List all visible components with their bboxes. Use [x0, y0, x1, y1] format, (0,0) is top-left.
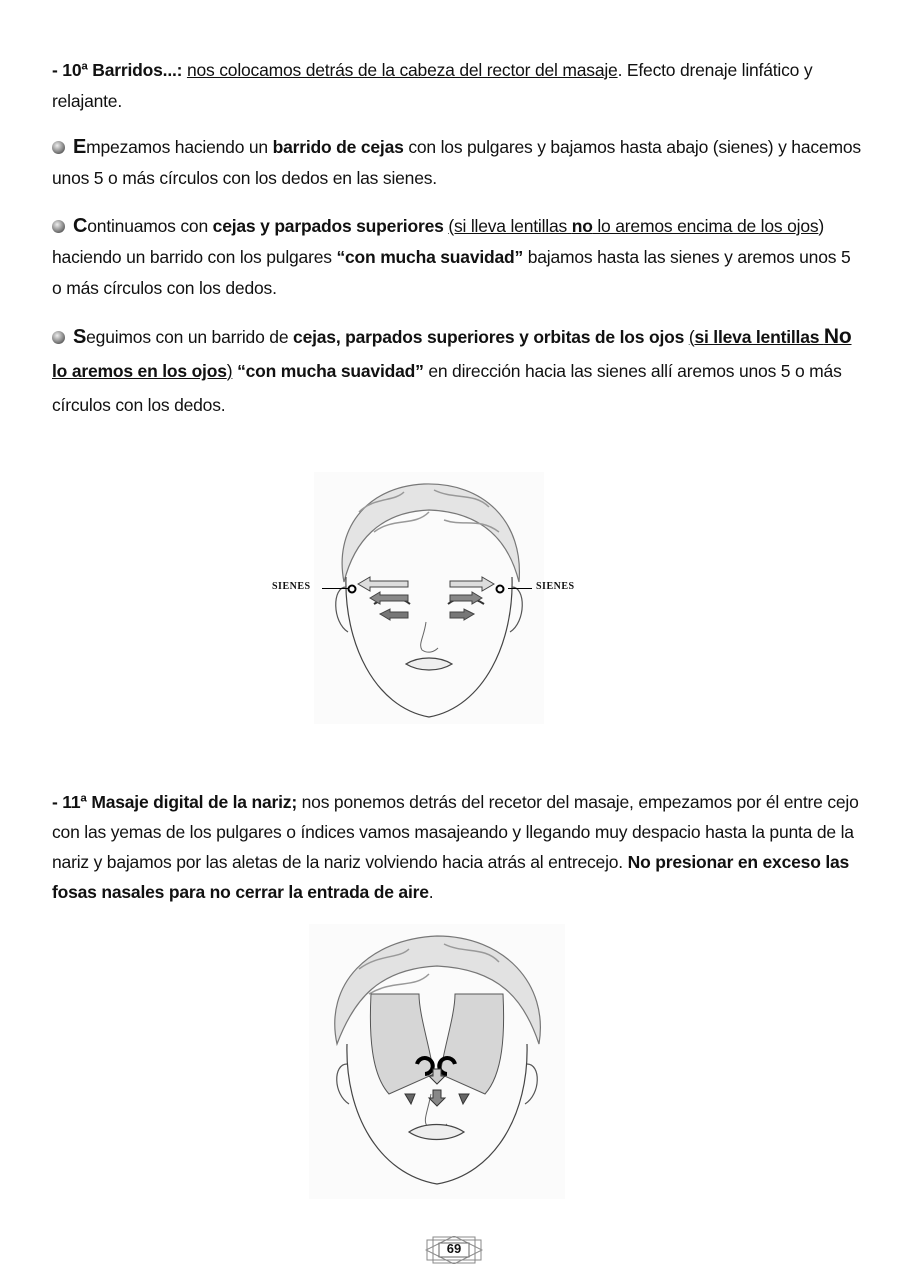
- text: mpezamos haciendo un: [86, 137, 273, 157]
- leader-line-left: [322, 588, 348, 589]
- nose-massage-illustration: [309, 924, 565, 1199]
- text: lo aremos encima de los ojos: [592, 216, 819, 236]
- bullet-paragraph-1: [52, 132, 862, 194]
- section-10-title: 10ª Barridos...:: [62, 60, 183, 80]
- page-number: 69: [446, 1241, 462, 1256]
- text: bajamos hasta las sienes y aremos unos 5 o más círculos con los dedos.: [52, 247, 851, 298]
- bullet-sphere-icon: [52, 331, 65, 344]
- bold-text: cejas, parpados superiores y orbitas de los ojos: [293, 327, 685, 347]
- drop-cap: S: [73, 326, 87, 348]
- text: eguimos con un barrido de: [86, 327, 294, 347]
- bold-text: si lleva lentillas: [694, 327, 824, 347]
- bold-text: no: [571, 216, 593, 236]
- bold-quote: “con mucha suavidad”: [237, 361, 424, 381]
- bullet-sphere-icon: [52, 220, 65, 233]
- bold-text: cejas y parpados superiores: [212, 216, 444, 236]
- section-11-title: - 11ª Masaje digital de la nariz;: [52, 792, 297, 812]
- text: ): [226, 361, 233, 381]
- drop-cap: C: [73, 215, 88, 237]
- bold-large-text: No: [823, 325, 852, 348]
- section-10-underlined: nos colocamos detrás de la cabeza del rector del masaje: [186, 60, 618, 80]
- label-sienes-right: SIENES: [536, 581, 575, 592]
- text: con los pulgares y bajamos hasta abajo (sienes) y hacemos unos 5 o más círculos con los dedos en las sienes.: [52, 137, 861, 188]
- section-10-paragraph: [52, 55, 862, 117]
- text: en dirección hacia las sienes allí aremos unos 5 o más círculos con los dedos.: [52, 361, 842, 415]
- underlined-note: [448, 216, 818, 236]
- figure-face-temples: [314, 472, 544, 724]
- bold-quote: “con mucha suavidad”: [336, 247, 524, 267]
- text: .: [428, 882, 434, 902]
- dash: -: [52, 60, 63, 80]
- label-sienes-left: SIENES: [272, 581, 311, 592]
- bullet-paragraph-2: [52, 211, 862, 304]
- text: (si lleva lentillas: [448, 216, 572, 236]
- face-illustration: [314, 472, 544, 724]
- page-number-badge: [425, 1236, 483, 1264]
- text: (: [688, 327, 695, 347]
- bullet-sphere-icon: [52, 141, 65, 154]
- section-11-paragraph: [52, 787, 862, 907]
- drop-cap: E: [73, 136, 87, 158]
- text: ontinuamos con: [87, 216, 213, 236]
- text: ) haciendo un barrido con los pulgares: [52, 216, 825, 267]
- bold-text: barrido de cejas: [272, 137, 404, 157]
- bold-text: lo aremos en los ojos: [52, 361, 227, 381]
- bullet-paragraph-3: [52, 320, 862, 422]
- bold-warning: No presionar en exceso las fosas nasales para no cerrar la entrada de aire: [52, 852, 850, 902]
- section-10-rest: . Efecto drenaje linfático y relajante.: [52, 60, 813, 111]
- leader-line-right: [508, 588, 532, 589]
- text: nos ponemos detrás del recetor del masaje, empezamos por él entre cejo con las yemas de los pulgares o índices vamos masajeando y llegando muy despacio hasta la punta de la nariz y bajamos por las aletas de la nariz volviendo hacia atrás al entrecejo.: [52, 792, 859, 872]
- figure-nose-massage: [309, 924, 565, 1199]
